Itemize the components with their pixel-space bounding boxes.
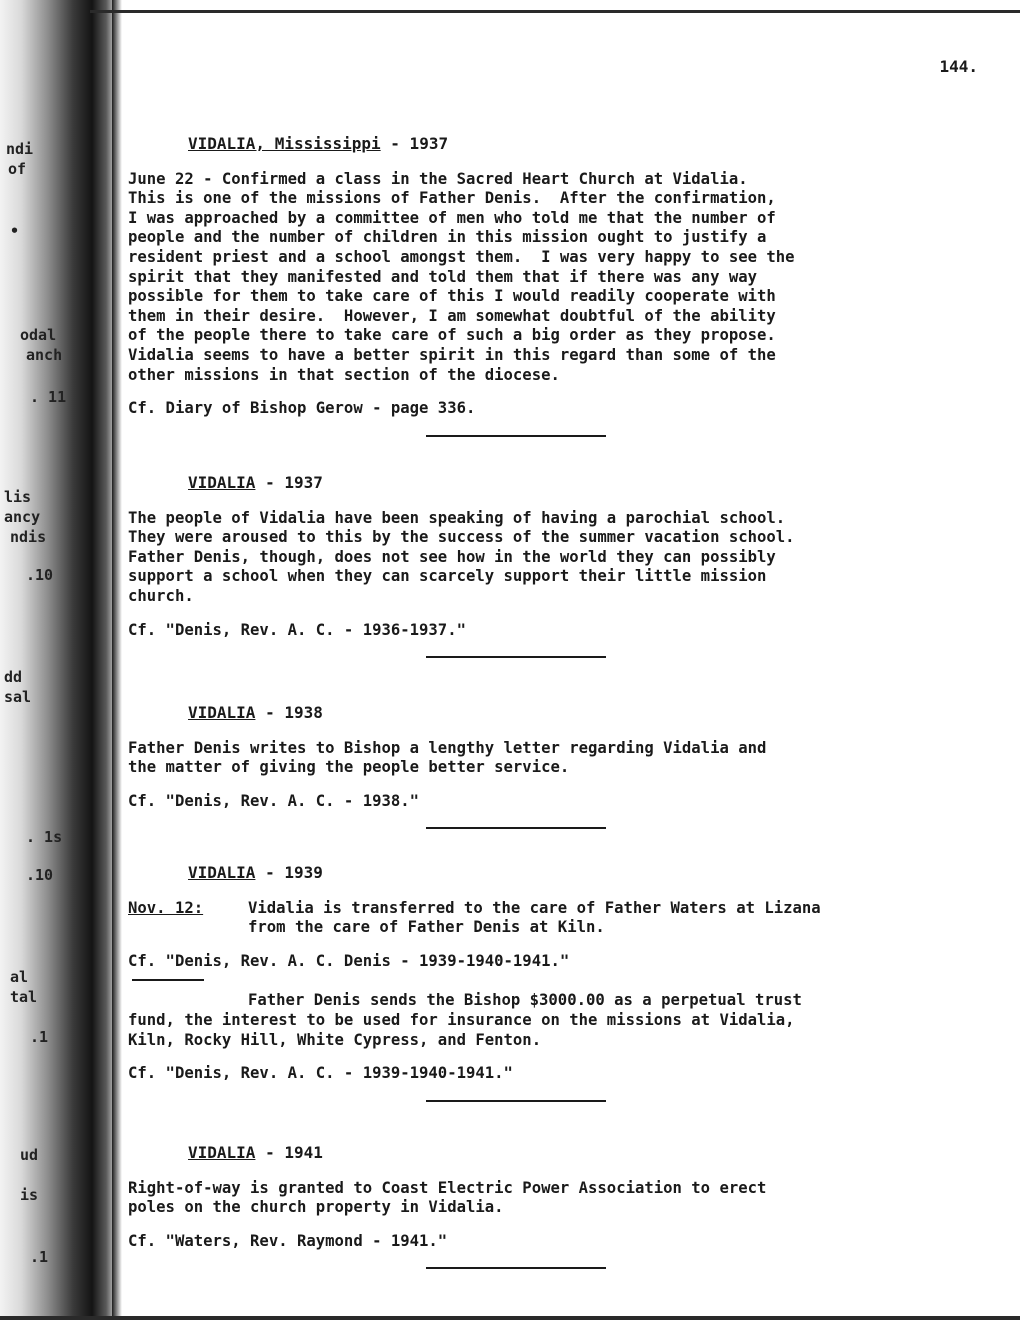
- section-divider: [426, 656, 606, 658]
- margin-fragment: . 11: [30, 388, 67, 406]
- heading-year: - 1937: [380, 134, 449, 153]
- section-heading: [188, 703, 988, 723]
- citation: Cf. "Denis, Rev. A. C. - 1936-1937.": [128, 620, 466, 639]
- margin-fragment: . 1s: [26, 828, 63, 846]
- citation: Cf. "Waters, Rev. Raymond - 1941.": [128, 1231, 448, 1250]
- section-divider: [426, 1267, 606, 1269]
- citation: Cf. "Denis, Rev. A. C. - 1938.": [128, 791, 420, 810]
- page-top-edge: [90, 10, 1020, 13]
- section-divider: [426, 435, 606, 437]
- document-page: [128, 55, 990, 1310]
- margin-fragment: ancy: [4, 508, 41, 526]
- margin-fragment: ud: [20, 1146, 39, 1164]
- section-divider: [426, 1100, 606, 1102]
- citation: Cf. "Denis, Rev. A. C. Denis - 1939-1940-1941.": [128, 951, 570, 970]
- margin-fragment: .10: [26, 566, 54, 584]
- section-heading: [188, 473, 988, 493]
- section-body: The people of Vidalia have been speaking of having a parochial school. They were aroused to this by the success of the summer vacation school. Father Denis, though, does not see how in the world they can possibly support a school when they can scarcely support their little mission church.: [128, 508, 795, 605]
- heading-year: - 1939: [255, 863, 323, 882]
- heading-place: VIDALIA: [188, 473, 256, 492]
- margin-fragment: dd: [4, 668, 23, 686]
- short-divider: [132, 979, 204, 981]
- section-body: June 22 - Confirmed a class in the Sacred Heart Church at Vidalia. This is one of the missions of Father Denis. After the confirmation, I was approached by a committee of men who told me that the number of people and the number of children in this mission ought to justify a resident priest and a school amongst them. I was very happy to see the spirit that they manifested and told them that if there was any way possible for them to take care of this I would readily cooperate with them in their desire. However, I am somewhat doubtful of the ability of the people there to take care of such a big order as they propose. Vidalia seems to have a better spirit in this regard than some of the other missions in that section of the diocese.: [128, 169, 795, 384]
- margin-fragment: ndis: [10, 528, 47, 546]
- section-divider: [426, 827, 606, 829]
- margin-fragment: .10: [26, 866, 54, 884]
- section-heading: [188, 863, 988, 883]
- section-vidalia-1941: [128, 1143, 988, 1269]
- citation: Cf. Diary of Bishop Gerow - page 336.: [128, 399, 476, 418]
- margin-fragment: ndi: [6, 140, 34, 158]
- entry-date: Nov. 12:: [128, 898, 204, 917]
- section-body: Father Denis sends the Bishop $3000.00 as a perpetual trust fund, the interest to be used for insurance on the missions at Vidalia, Kiln, Rocky Hill, White Cypress, and Fenton.: [128, 991, 802, 1049]
- margin-fragment: sal: [4, 688, 32, 706]
- section-body: Father Denis writes to Bishop a lengthy letter regarding Vidalia and the matter of giving the people better service.: [128, 738, 767, 777]
- section-heading: [188, 1143, 988, 1163]
- section-vidalia-1937-school: [128, 473, 988, 658]
- heading-year: - 1941: [255, 1143, 323, 1162]
- section-vidalia-1939: [128, 863, 988, 1102]
- heading-place: VIDALIA: [188, 1143, 256, 1162]
- section-vidalia-1938: [128, 703, 988, 829]
- margin-fragment: anch: [26, 346, 63, 364]
- margin-fragment: al: [10, 968, 29, 986]
- citation: Cf. "Denis, Rev. A. C. - 1939-1940-1941.": [128, 1064, 513, 1083]
- section-heading: [188, 134, 988, 154]
- heading-year: - 1938: [255, 703, 323, 722]
- margin-fragment: is: [20, 1186, 39, 1204]
- margin-fragment: .1: [30, 1028, 49, 1046]
- entry-text: Vidalia is transferred to the care of Father Waters at Lizana from the care of Father Denis at Kiln.: [248, 898, 821, 937]
- margin-fragment: lis: [4, 488, 32, 506]
- heading-place: VIDALIA: [188, 863, 256, 882]
- section-vidalia-1937-confirmation: [128, 134, 988, 437]
- page-bottom-edge: [0, 1316, 1020, 1320]
- heading-year: - 1937: [255, 473, 323, 492]
- margin-fragment: tal: [10, 988, 38, 1006]
- page-number: 144.: [939, 57, 978, 76]
- facing-page-margin-fragments: [0, 0, 80, 1320]
- margin-fragment: •: [10, 222, 20, 240]
- heading-place: VIDALIA: [188, 703, 256, 722]
- margin-fragment: odal: [20, 326, 57, 344]
- margin-fragment: of: [8, 160, 27, 178]
- section-body: Right-of-way is granted to Coast Electric Power Association to erect poles on the church property in Vidalia.: [128, 1178, 767, 1217]
- margin-fragment: .1: [30, 1248, 49, 1266]
- dated-entry: [128, 899, 988, 938]
- heading-place: VIDALIA, Mississippi: [188, 134, 381, 153]
